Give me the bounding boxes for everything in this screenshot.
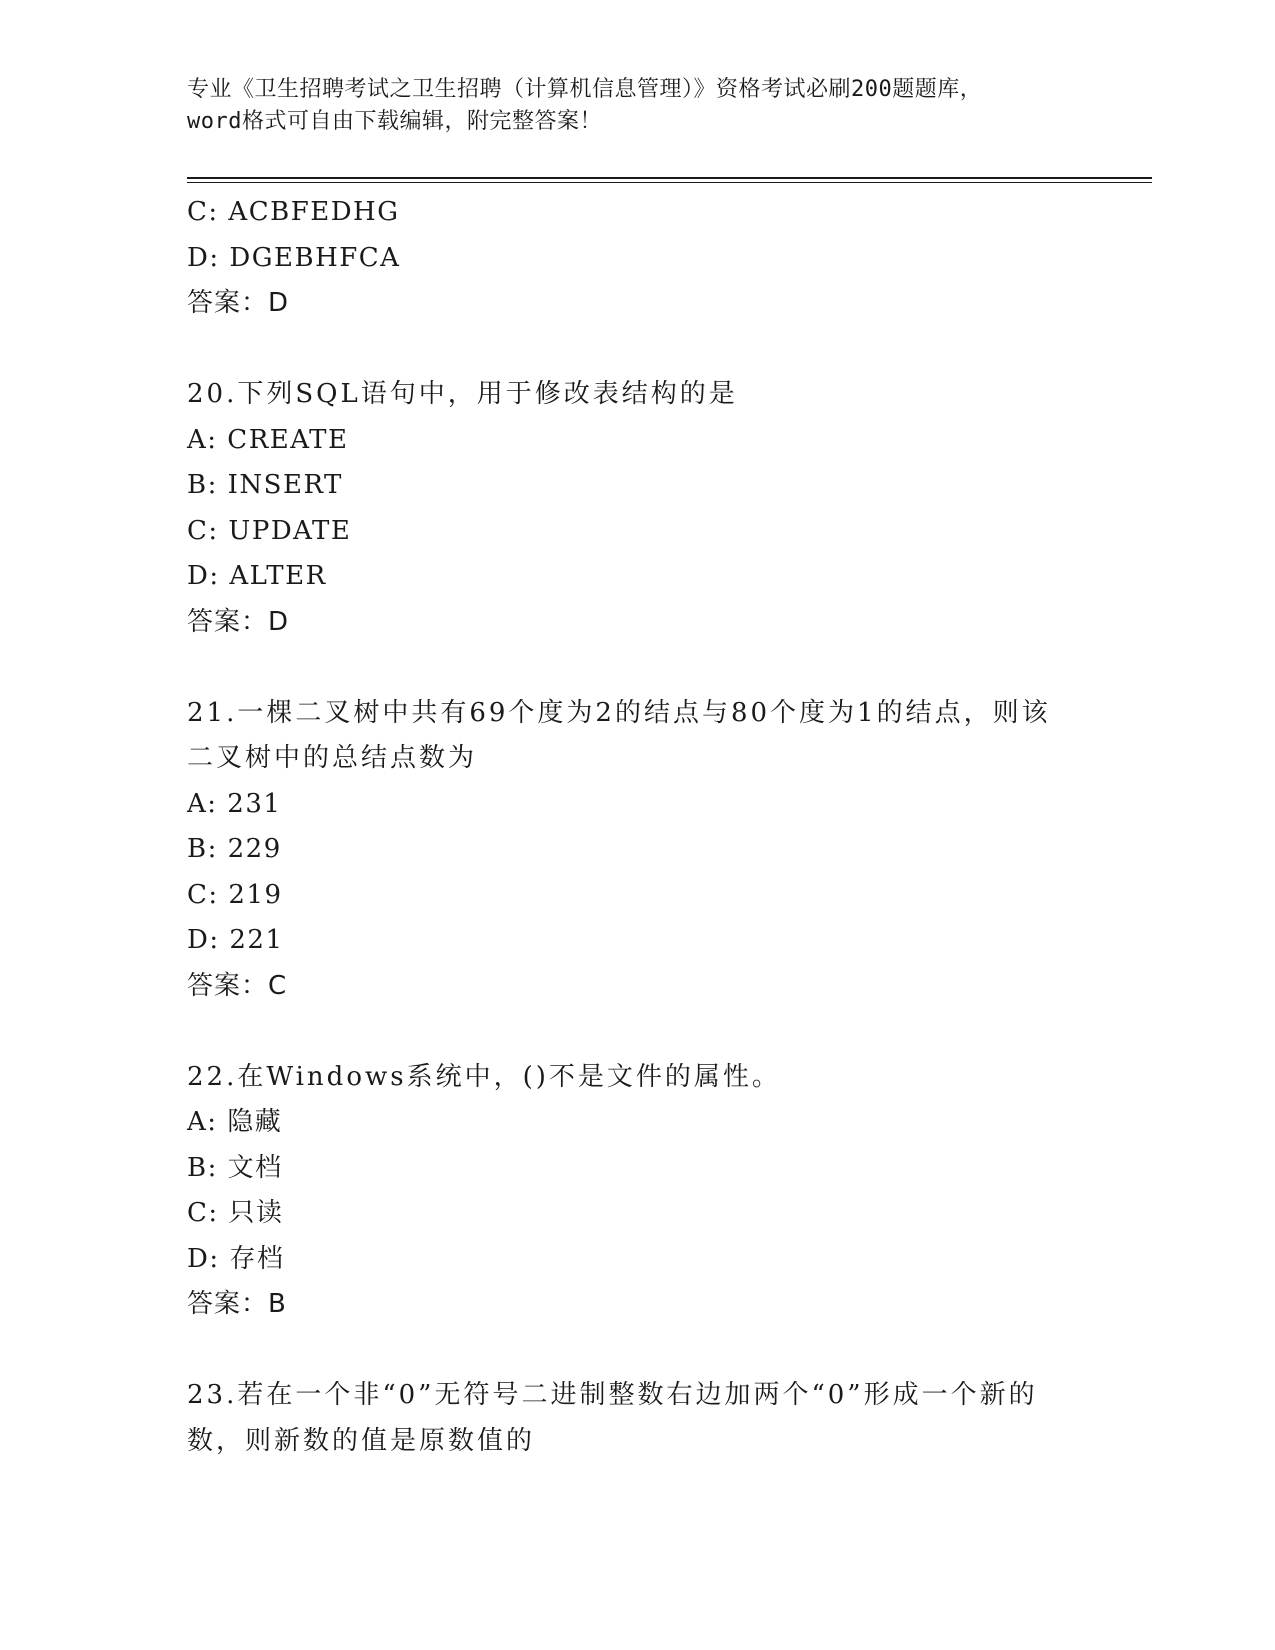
option-d: D: 存档: [187, 1243, 285, 1274]
question-stem: 22.在Windows系统中，()不是文件的属性。: [187, 1061, 781, 1092]
question-list: [187, 190, 1067, 1464]
answer-label: 答案：C: [187, 970, 288, 1001]
option-d: D: ALTER: [187, 561, 327, 591]
header-line-1: 专业《卫生招聘考试之卫生招聘（计算机信息管理）》资格考试必刷200题题库，: [187, 77, 983, 102]
answer-label: 答案：D: [187, 606, 290, 637]
question-23: [187, 1373, 1067, 1464]
option-b: B: INSERT: [187, 470, 343, 500]
option-d: D: DGEBHFCA: [187, 242, 401, 273]
option-a: A: 隐藏: [187, 1107, 283, 1137]
question-22: [187, 1055, 1067, 1328]
question-19-tail: [187, 190, 1067, 327]
spacer: [187, 1328, 1067, 1374]
answer-label: 答案：D: [187, 288, 290, 318]
question-stem-line-1: 23.若在一个非“0”无符号二进制整数右边加两个“0”形成一个新的: [187, 1380, 1038, 1410]
option-c: C: 219: [187, 879, 283, 910]
option-c: C: 只读: [187, 1198, 284, 1228]
option-b: B: 文档: [187, 1152, 283, 1183]
option-a: A: 231: [187, 788, 282, 819]
spacer: [187, 1009, 1067, 1055]
spacer: [187, 327, 1067, 373]
spacer: [187, 645, 1067, 691]
question-stem-line-1: 21.一棵二叉树中共有69个度为2的结点与80个度为1的结点，则该: [187, 697, 1051, 728]
header-divider-thick: [187, 177, 1152, 179]
question-stem-line-2: 数，则新数的值是原数值的: [187, 1425, 536, 1456]
option-b: B: 229: [187, 834, 282, 864]
question-stem-line-2: 二叉树中的总结点数为: [187, 743, 478, 773]
answer-label: 答案：B: [187, 1289, 287, 1319]
header-line-2: word格式可自由下载编辑，附完整答案！: [187, 109, 602, 134]
question-stem: 20.下列SQL语句中，用于修改表结构的是: [187, 379, 738, 409]
option-c: C: UPDATE: [187, 515, 352, 546]
header-divider-thin: [187, 182, 1152, 183]
option-a: A: CREATE: [187, 424, 349, 455]
option-d: D: 221: [187, 925, 284, 955]
question-21: [187, 691, 1067, 1010]
document-header: [187, 74, 1087, 138]
question-20: [187, 372, 1067, 645]
option-c: C: ACBFEDHG: [187, 197, 400, 227]
